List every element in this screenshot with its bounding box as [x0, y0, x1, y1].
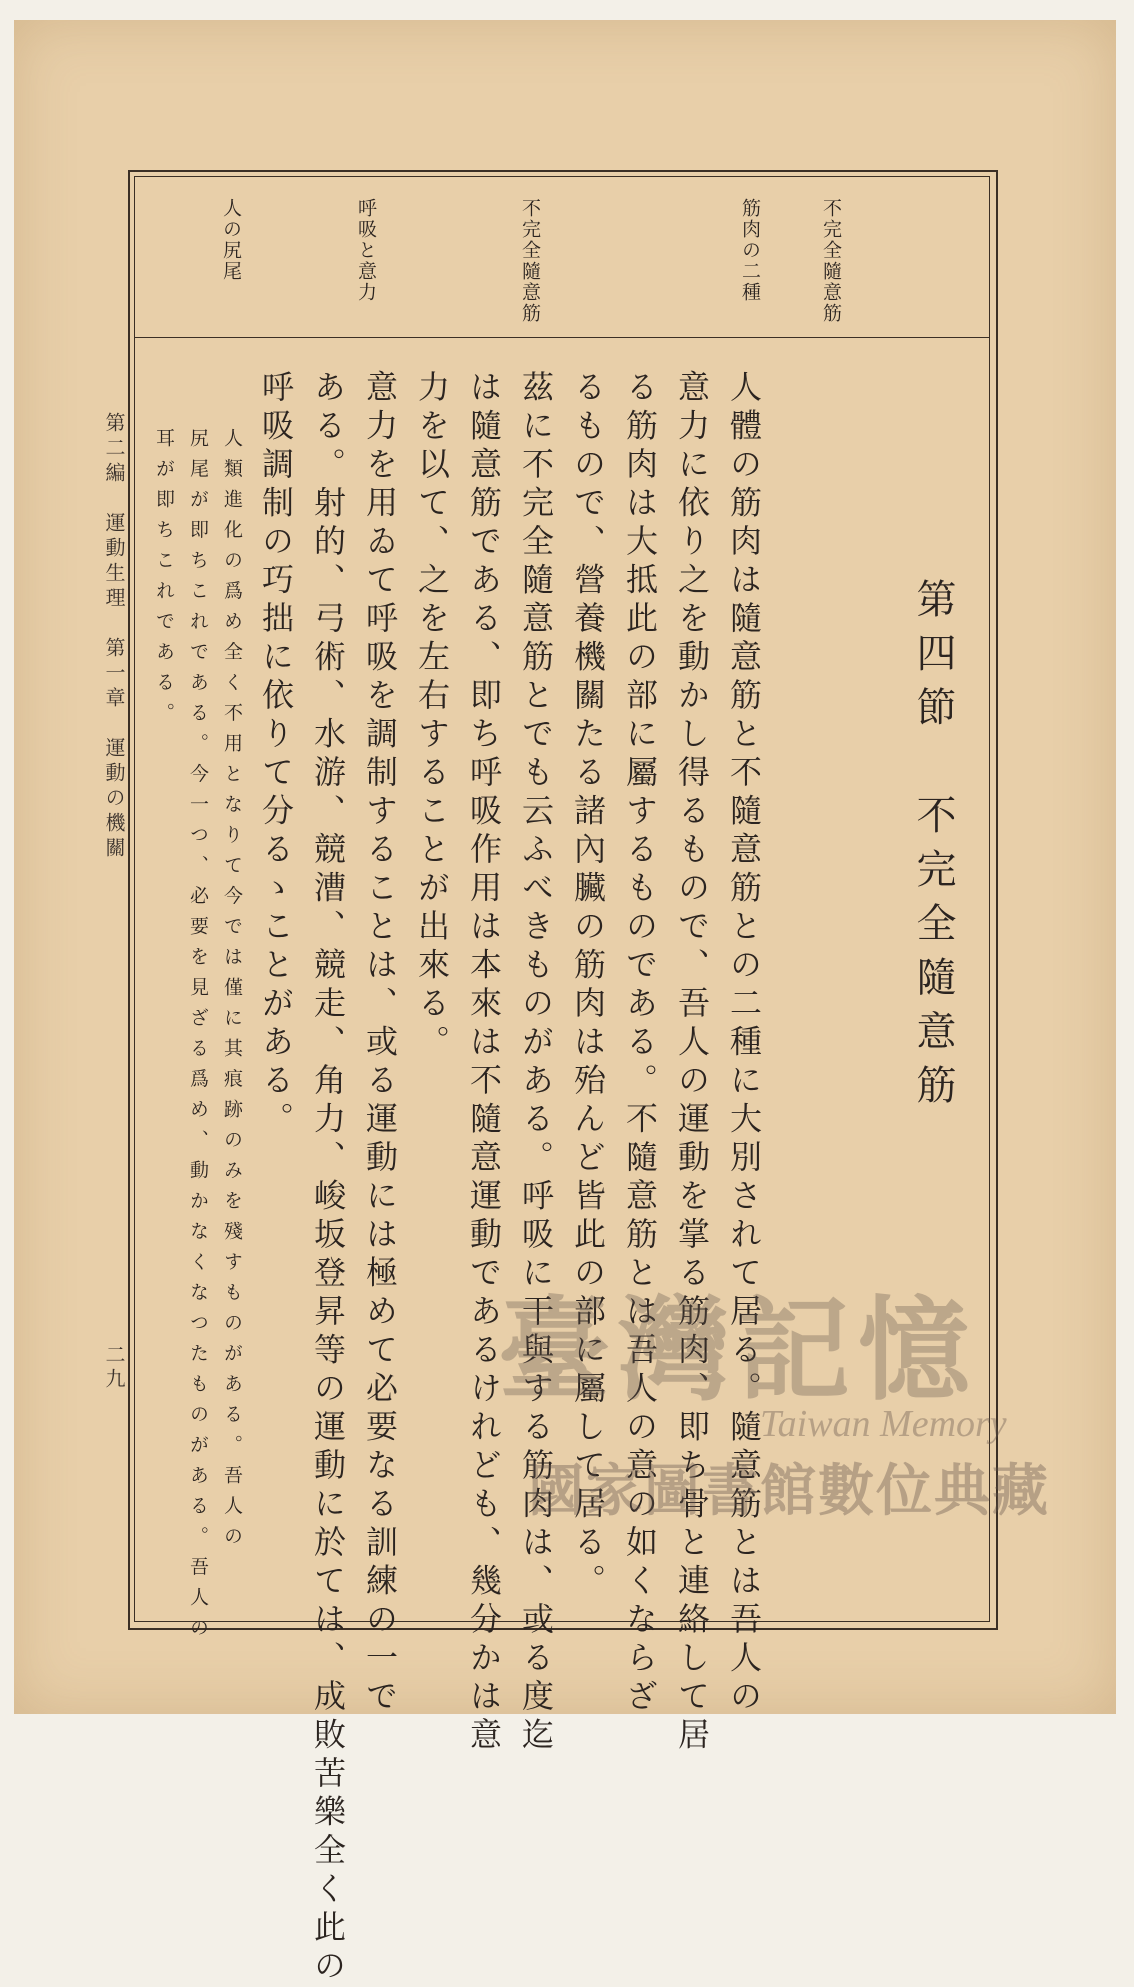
- watermark-chinese: 國家圖書館數位典藏: [528, 1459, 1050, 1524]
- watermark-script: 臺灣記憶: [498, 1285, 978, 1416]
- page-number: 二九: [102, 1344, 126, 1392]
- section-title: 第四節 不完全隨意筋: [910, 578, 956, 1118]
- header-rule: [134, 337, 989, 338]
- body-column-10: 呼吸調制の巧拙に依りて分るゝことがある。: [257, 370, 295, 1140]
- marginal-topic-3: 不完全隨意筋: [519, 198, 541, 324]
- note-column-3: 耳が即ちこれである。: [153, 428, 175, 733]
- body-column-7: 力を以て、之を左右することが出來る。: [413, 370, 451, 1063]
- body-column-6: は隨意筋である、即ち呼吸作用は本來は不隨意運動であるけれども、幾分かは意: [465, 370, 503, 1756]
- body-column-8: 意力を用ゐて呼吸を調制することは、或る運動には極めて必要なる訓練の一で: [361, 370, 399, 1718]
- body-column-2: 意力に依り之を動かし得るもので、吾人の運動を掌る筋肉、即ち骨と連絡して居: [673, 370, 711, 1756]
- body-column-4: るもので、營養機關たる諸內臟の筋肉は殆んど皆此の部に屬して居る。: [569, 370, 607, 1602]
- body-column-5: 茲に不完全隨意筋とでも云ふべきものがある。呼吸に干與する筋肉は、或る度迄: [517, 370, 555, 1756]
- body-column-1: 人體の筋肉は隨意筋と不隨意筋との二種に大別されて居る。隨意筋とは吾人の: [725, 370, 763, 1718]
- marginal-topic-2: 筋肉の二種: [739, 198, 761, 303]
- marginal-topic-4: 呼吸と意力: [355, 198, 377, 303]
- note-column-1: 人類進化の爲め全く不用となりて今では僅に其痕跡のみを殘すものがある。吾人の: [221, 428, 243, 1557]
- marginal-topic-1: 不完全隨意筋: [820, 198, 842, 324]
- body-column-9: ある。射的、弓術、水游、競漕、競走、角力、峻坂登昇等の運動に於ては、成敗苦樂全く此の: [309, 370, 347, 1987]
- watermark-english: Taiwan Memory: [760, 1403, 1007, 1445]
- note-column-2: 尻尾が即ちこれである。今一つ、必要を見ざる爲め、動かなくなつたものがある。吾人の: [187, 428, 209, 1648]
- marginal-topic-5: 人の尻尾: [220, 198, 242, 282]
- running-head: 第二編 運動生理 第一章 運動の機關: [102, 412, 126, 862]
- body-column-3: る筋肉は大抵此の部に屬するものである。不隨意筋とは吾人の意の如くならざ: [621, 370, 659, 1718]
